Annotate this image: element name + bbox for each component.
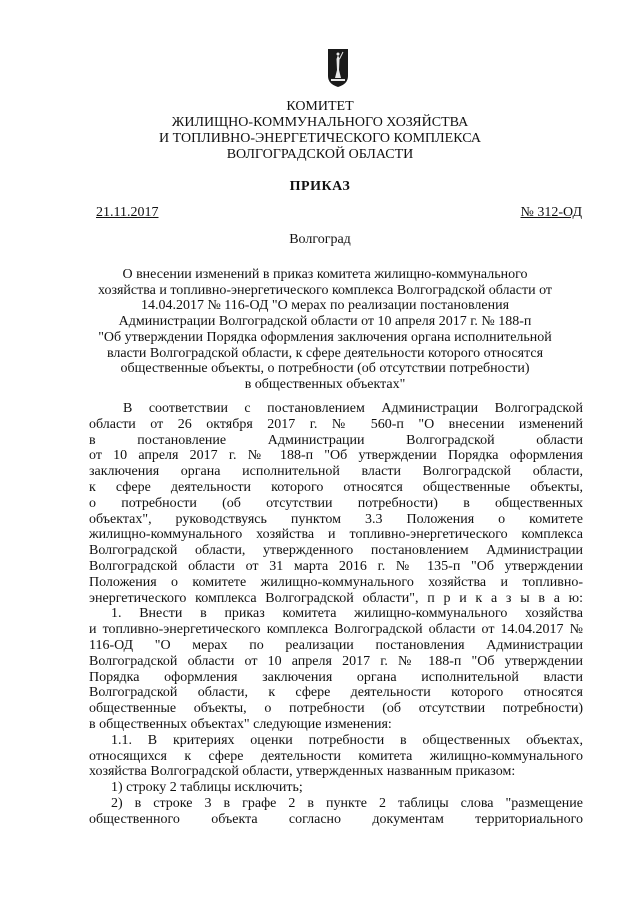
subject-line: "Об утверждении Порядка оформления заключения органа исполнительной xyxy=(98,329,552,345)
subject-line: 14.04.2017 № 116-ОД "О мерах по реализации постановления xyxy=(140,298,510,314)
subject-line: Администрации Волгоградской области от 10 апреля 2017 г. № 188-п xyxy=(118,314,532,330)
header-line: ЖИЛИЩНО-КОММУНАЛЬНОГО ХОЗЯЙСТВА xyxy=(171,115,469,130)
body-line: в постановление Администрации Волгоградской области xyxy=(89,432,583,448)
body-line: относящихся к сфере деятельности комитета жилищно-коммунального xyxy=(89,748,583,764)
subject-line: общественные объекты, о потребности (об отсутствии потребности) xyxy=(120,361,530,377)
body-line: 1.1. В критериях оценки потребности в общественных объектах, xyxy=(111,732,583,748)
header-line: И ТОПЛИВНО-ЭНЕРГЕТИЧЕСКОГО КОМПЛЕКСА xyxy=(159,131,481,146)
body-line: о потребности (об отсутствии потребности) в общественных xyxy=(89,495,583,511)
document-body xyxy=(89,401,583,828)
document-city: Волгоград xyxy=(289,232,351,247)
document-subject xyxy=(80,267,570,393)
body-line: 1. Внести в приказ комитета жилищно-коммунального хозяйства xyxy=(111,606,583,622)
volgograd-coat-of-arms-icon xyxy=(327,48,349,88)
document-number: № 312-ОД xyxy=(520,205,582,220)
document-type: ПРИКАЗ xyxy=(289,179,351,194)
body-line: Волгоградской области от 10 апреля 2017 г. № 188-п "Об утверждении xyxy=(89,653,583,669)
subject-line: власти Волгоградской области, к сфере деятельности которого относятся xyxy=(106,345,544,361)
body-line: Волгоградской области от 31 марта 2016 г. № 135-п "Об утверждении xyxy=(89,558,583,574)
body-line: Волгоградской области, утвержденного постановлением Администрации xyxy=(89,543,583,559)
body-line: Волгоградской области, к сфере деятельности которого относятся xyxy=(89,685,583,701)
body-line: и топливно-энергетического комплекса Волгоградской области от 14.04.2017 № xyxy=(89,622,583,638)
issuer-header xyxy=(0,99,640,163)
body-line: общественного объекта согласно документам территориального xyxy=(89,811,583,827)
body-line: 2) в строке 3 в графе 2 в пункте 2 таблицы слова "размещение xyxy=(111,795,583,811)
body-line: 116-ОД "О мерах по реализации постановления Администрации xyxy=(89,637,583,653)
body-line: заключения органа исполнительной власти Волгоградской области, xyxy=(89,464,583,480)
subject-line: в общественных объектах" xyxy=(244,376,406,392)
header-line: ВОЛГОГРАДСКОЙ ОБЛАСТИ xyxy=(226,147,414,162)
subject-line: О внесении изменений в приказ комитета жилищно-коммунального xyxy=(122,267,528,282)
body-line: от 10 апреля 2017 г. № 188-п "Об утверждении Порядка оформления xyxy=(89,448,583,464)
subject-line: хозяйства и топливно-энергетического комплекса Волгоградской области от xyxy=(97,282,553,298)
header-line: КОМИТЕТ xyxy=(286,99,354,114)
body-line: к сфере деятельности которого относятся общественные объекты, xyxy=(89,479,583,495)
body-line: хозяйства Волгоградской области, утвержденных названным приказом: xyxy=(89,764,516,780)
body-line: в общественных объектах" следующие изменения: xyxy=(89,716,392,732)
body-line: Порядка оформления заключения органа исполнительной власти xyxy=(89,669,583,685)
body-line: 1) строку 2 таблицы исключить; xyxy=(111,780,303,796)
body-line: общественные объекты, о потребности (об отсутствии потребности) xyxy=(89,701,583,717)
body-line: объектах", руководствуясь пунктом 3.3 Положения о комитете xyxy=(89,511,583,527)
body-line: Положения о комитете жилищно-коммунального хозяйства и топливно- xyxy=(89,574,583,590)
body-line: области от 26 октября 2017 г. № 560-п "О внесении изменений xyxy=(89,416,583,432)
body-line: жилищно-коммунального хозяйства и топливно-энергетического комплекса xyxy=(89,527,583,543)
document-date: 21.11.2017 xyxy=(96,205,159,220)
body-line: В соответствии с постановлением Администрации Волгоградской xyxy=(123,401,583,416)
body-line: энергетического комплекса Волгоградской области", п р и к а з ы в а ю: xyxy=(89,590,583,606)
